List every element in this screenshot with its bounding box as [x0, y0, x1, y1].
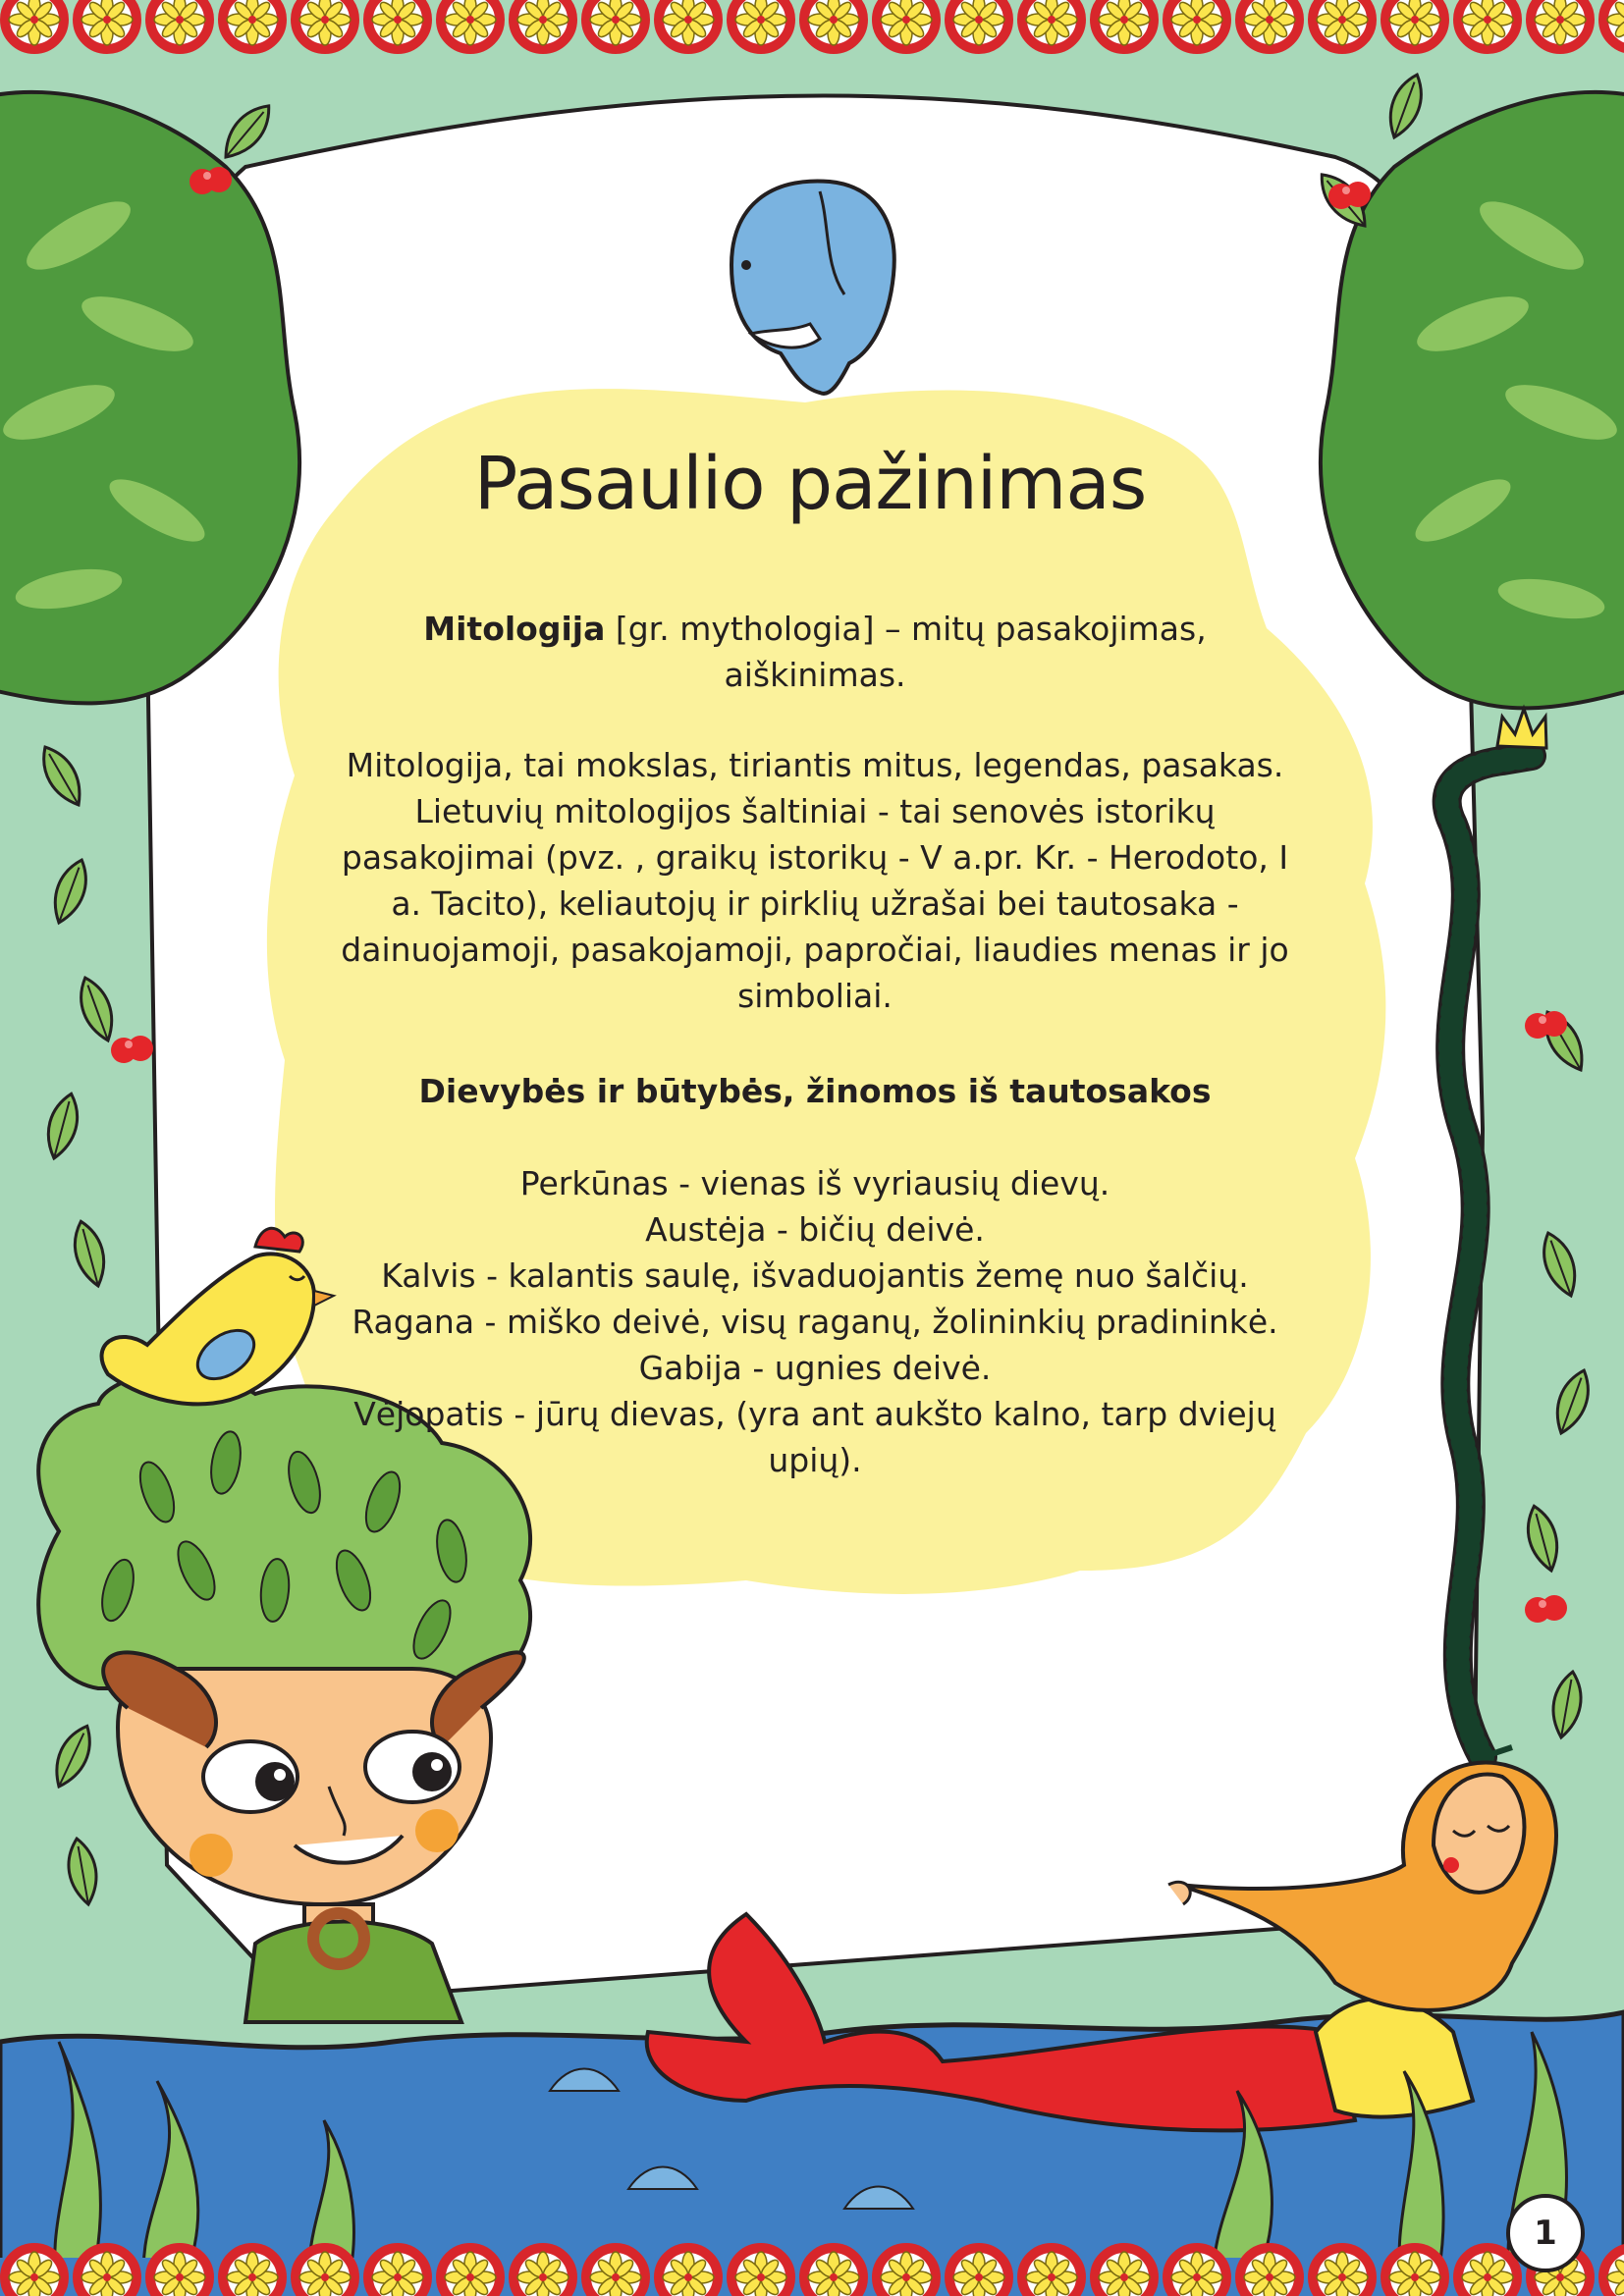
flower-ornament-icon — [731, 0, 790, 49]
flower-ornament-icon — [514, 0, 572, 49]
intro-text: Mitologija, tai mokslas, tiriantis mitus, legendas, pasakas. Lietuvių mitologijos šaltiniai - tai senovės istorikų pasakojimai (pvz. , graikų istorikų - V a.pr. Kr. - Herodoto, I a. Tacito), keliautojų ir pirklių užrašai bei tautosaka - dainuojamoji, pasakojamoji, papročiai, liaudies menas ir jo simboliai. — [341, 746, 1289, 1015]
flower-ornament-icon — [5, 0, 64, 49]
flower-ornament-icon — [1385, 0, 1444, 49]
flower-ornament-icon — [150, 0, 209, 49]
flower-ornament-icon — [296, 2248, 354, 2296]
intro-paragraph — [324, 742, 1306, 1019]
flower-ornament-icon — [150, 2248, 209, 2296]
definition — [324, 606, 1306, 698]
list-item: Gabija - ugnies deivė. — [638, 1349, 992, 1387]
flower-ornament-icon — [78, 2248, 136, 2296]
flower-ornament-icon — [949, 0, 1008, 49]
flower-ornament-icon — [78, 0, 136, 49]
flower-ornament-icon — [586, 2248, 645, 2296]
definition-term: Mitologija — [423, 610, 606, 648]
flower-ornament-icon — [368, 2248, 427, 2296]
flower-ornament-icon — [1240, 0, 1299, 49]
flower-ornament-icon — [804, 0, 863, 49]
flower-ornament-icon — [1313, 0, 1372, 49]
section-heading: Dievybės ir būtybės, žinomos iš tautosakos — [418, 1072, 1212, 1110]
page-title: Pasaulio pažinimas — [473, 442, 1147, 526]
flower-ornament-icon — [877, 2248, 936, 2296]
flower-ornament-icon — [223, 2248, 282, 2296]
flower-ornament-icon — [368, 0, 427, 49]
list-item: Vėjopatis - jūrų dievas, (yra ant aukšto kalno, tarp dviejų upių). — [353, 1395, 1276, 1479]
list-item: Perkūnas - vienas iš vyriausių dievų. — [519, 1164, 1110, 1202]
flower-ornament-icon — [586, 0, 645, 49]
flower-ornament-icon — [949, 2248, 1008, 2296]
definition-text: [gr. mythologia] – mitų pasakojimas, aiškinimas. — [605, 610, 1207, 694]
flower-ornament-icon — [804, 2248, 863, 2296]
flower-ornament-icon — [1095, 0, 1154, 49]
flower-ornament-icon — [1313, 2248, 1372, 2296]
flower-ornament-icon — [296, 0, 354, 49]
flower-ornament-icon — [1531, 0, 1590, 49]
deity-list — [324, 1160, 1306, 1483]
flower-ornament-icon — [1458, 0, 1517, 49]
flower-ornament-icon — [441, 2248, 500, 2296]
list-item: Austėja - bičių deivė. — [645, 1210, 985, 1249]
top-border — [0, 0, 1624, 59]
flower-ornament-icon — [1095, 2248, 1154, 2296]
flower-ornament-icon — [441, 0, 500, 49]
flower-ornament-icon — [1458, 2248, 1517, 2296]
flower-ornament-icon — [1167, 0, 1226, 49]
list-item: Ragana - miško deivė, visų raganų, žolininkių pradininkė. — [352, 1303, 1278, 1341]
flower-ornament-icon — [1022, 2248, 1081, 2296]
flower-ornament-icon — [1167, 2248, 1226, 2296]
flower-ornament-icon — [514, 2248, 572, 2296]
flower-ornament-icon — [1240, 2248, 1299, 2296]
flower-ornament-icon — [877, 0, 936, 49]
flower-ornament-icon — [659, 0, 718, 49]
flower-ornament-icon — [5, 2248, 64, 2296]
flower-ornament-icon — [1385, 2248, 1444, 2296]
flower-ornament-icon — [659, 2248, 718, 2296]
list-item: Kalvis - kalantis saulę, išvaduojantis žemę nuo šalčių. — [381, 1256, 1249, 1295]
flower-ornament-icon — [223, 0, 282, 49]
flower-ornament-icon — [731, 2248, 790, 2296]
page-number: 1 — [1506, 2194, 1585, 2272]
flower-ornament-icon — [1022, 0, 1081, 49]
